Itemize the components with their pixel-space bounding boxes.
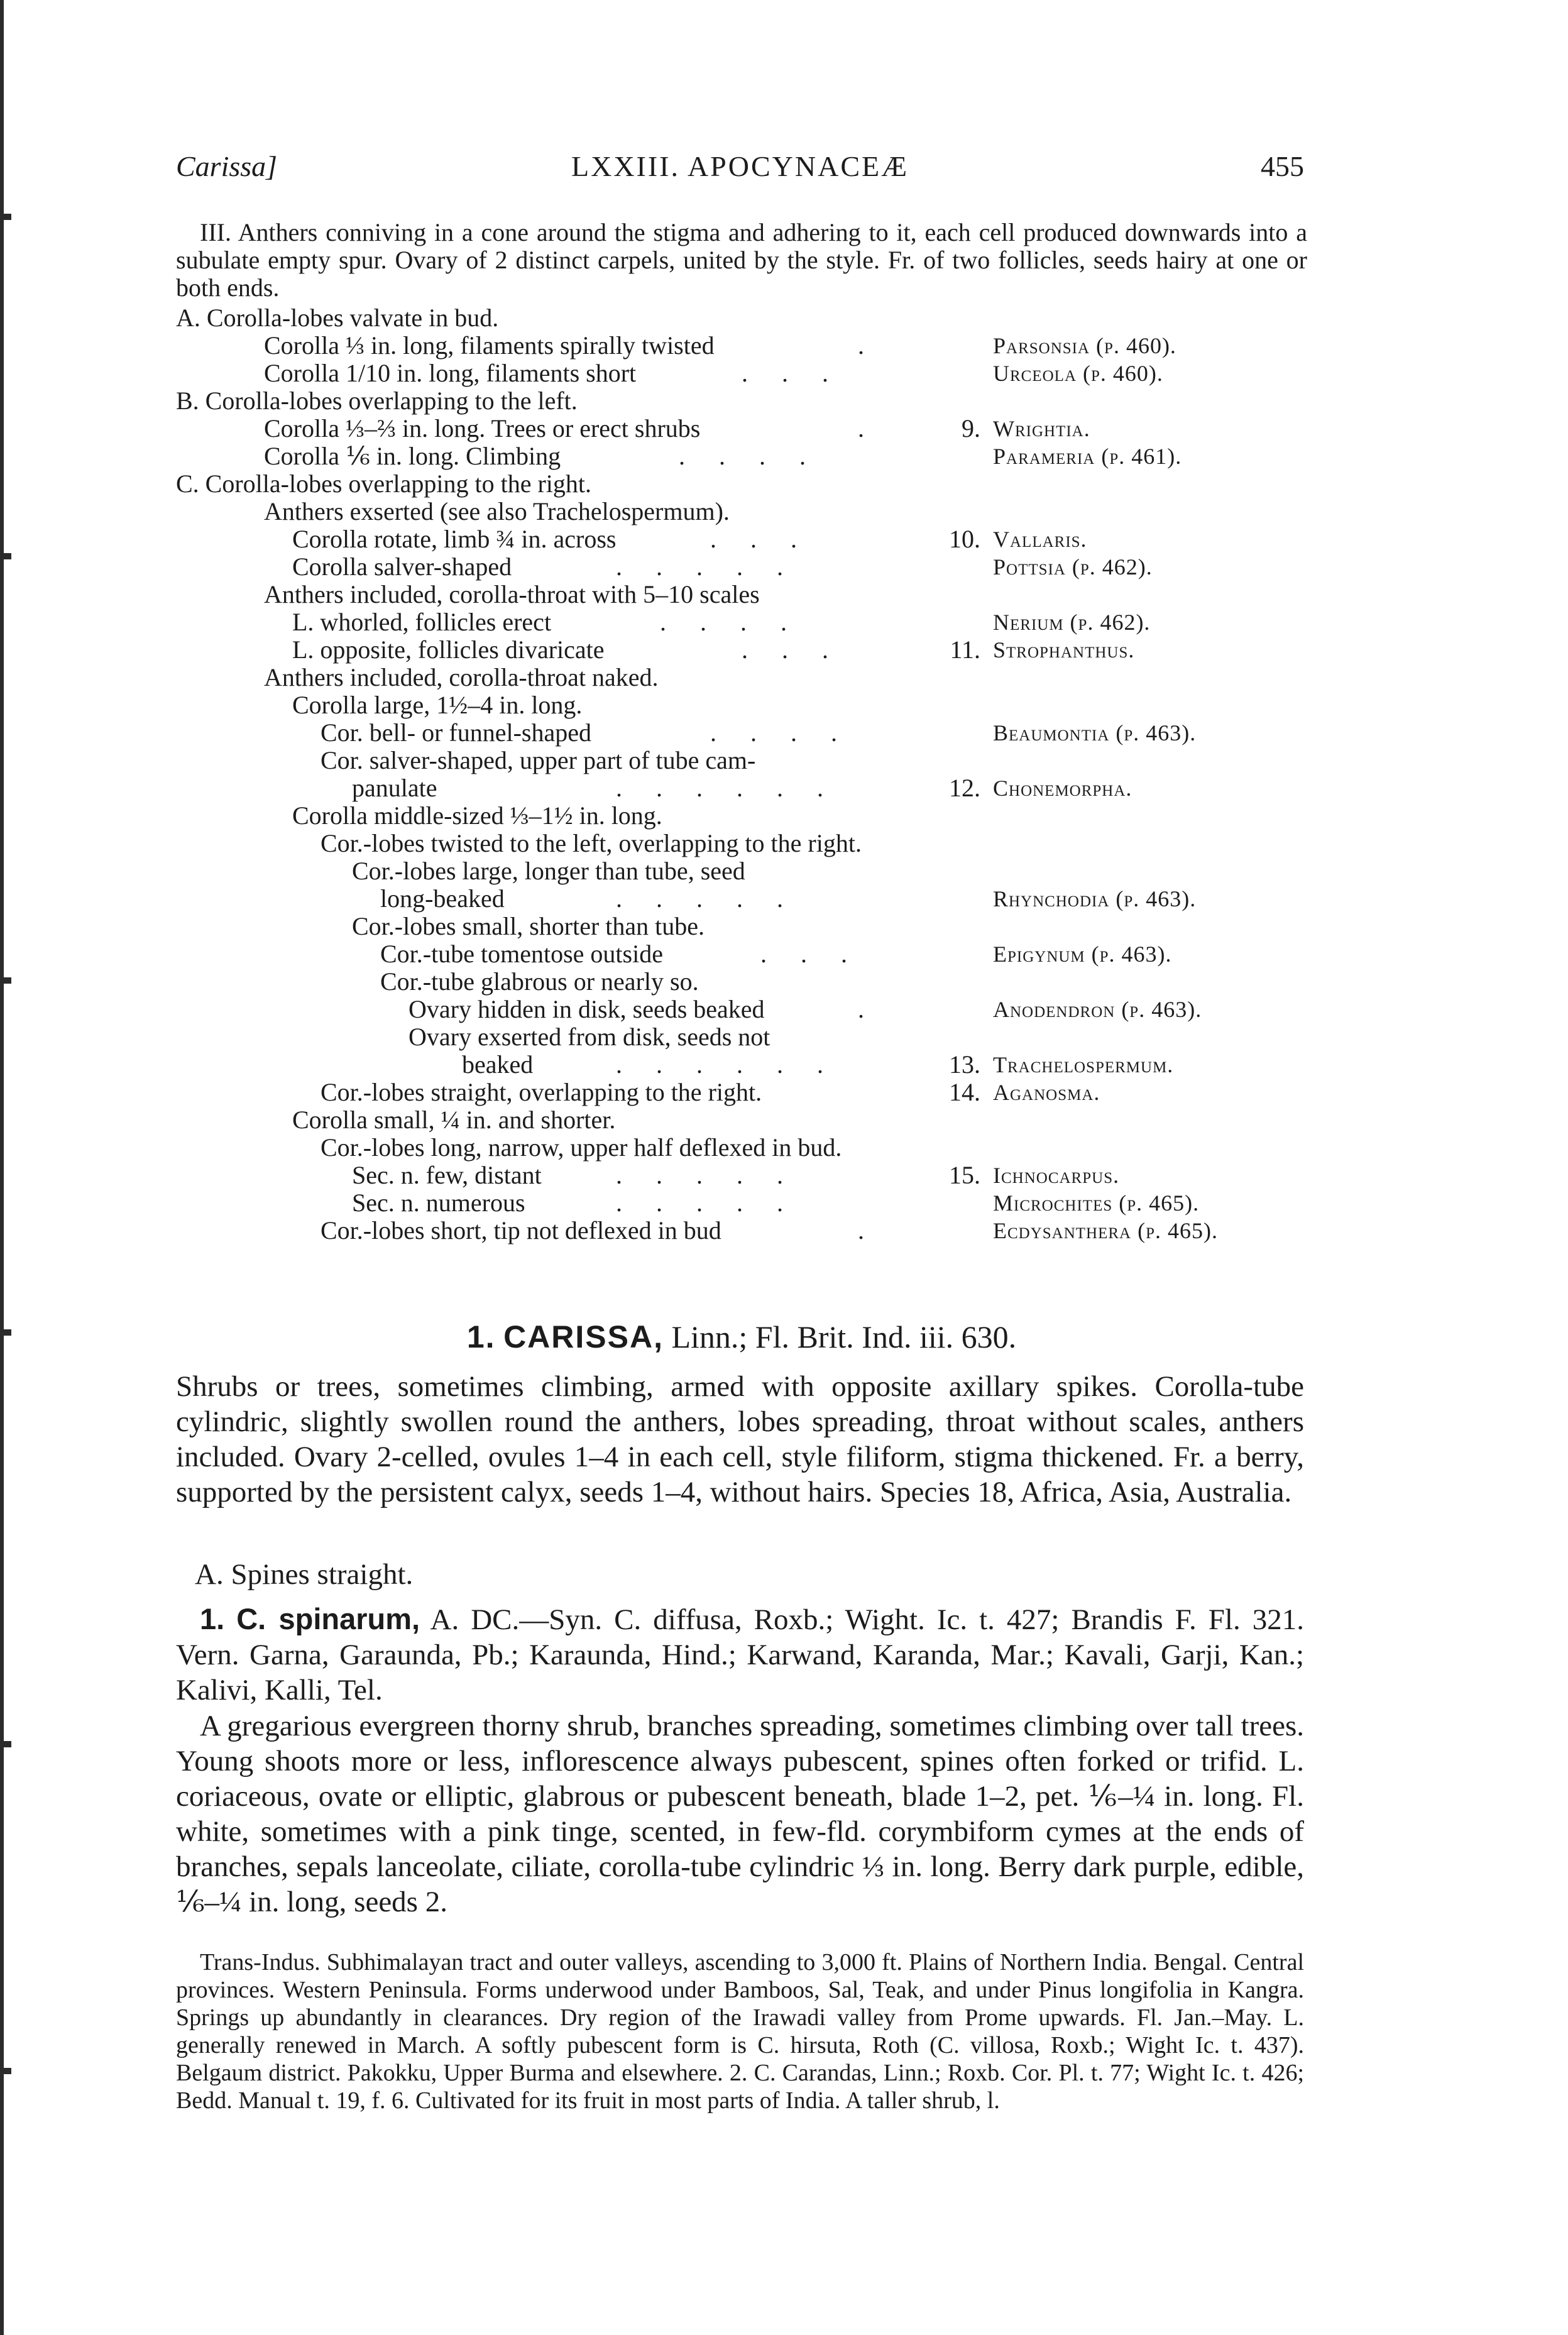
key-text: B. Corolla-lobes overlapping to the left. bbox=[176, 387, 578, 415]
key-leader-dots: . . . . . . bbox=[616, 774, 837, 802]
key-leader-dots: . . . . . bbox=[616, 884, 797, 913]
key-row bbox=[176, 360, 1307, 387]
edge-mark bbox=[0, 977, 11, 984]
key-leader-dots: . . . . . bbox=[616, 1161, 797, 1189]
key-row bbox=[176, 774, 1307, 802]
key-row bbox=[176, 664, 1307, 691]
key-text: Corolla middle-sized ⅓–1½ in. long. bbox=[292, 801, 662, 830]
key-genus-result: Rhynchodia (p. 463). bbox=[993, 886, 1197, 911]
key-leader-dots: . bbox=[858, 414, 878, 442]
key-genus-number: 11. bbox=[950, 635, 980, 664]
key-row bbox=[176, 940, 1307, 968]
key-text: Corolla ⅓–⅔ in. long. Trees or erect shrubs bbox=[264, 414, 701, 442]
key-row bbox=[176, 857, 1307, 885]
key-leader-dots: . . . . bbox=[679, 442, 820, 470]
key-text: Cor. salver-shaped, upper part of tube cam- bbox=[321, 746, 756, 774]
key-row bbox=[176, 1051, 1307, 1079]
key-text: panulate bbox=[352, 774, 437, 802]
key-genus-result: Anodendron (p. 463). bbox=[993, 997, 1202, 1022]
key-leader-dots: . . . bbox=[710, 525, 811, 553]
key-text: Cor.-lobes large, longer than tube, seed bbox=[352, 857, 745, 885]
edge-mark bbox=[0, 1741, 11, 1747]
genus-description: Shrubs or trees, sometimes climbing, armed with opposite axillary spikes. Corolla-tube cylindric, slightly swollen round the anthers, lobes spreading, throat without scales, anthers included. Ovary 2-celled, ovules 1–4 in each cell, style filiform, stigma thickened. Fr. a berry, supported by the persistent calyx, seeds 1–4, without hairs. Species 18, Africa, Asia, Australia. bbox=[176, 1370, 1304, 1508]
key-genus-result: Nerium (p. 462). bbox=[993, 610, 1151, 635]
key-row bbox=[176, 581, 1307, 608]
species-name: C. spinarum, bbox=[236, 1602, 420, 1635]
species-description: A gregarious evergreen thorny shrub, branches spreading, sometimes climbing over tall trees. Young shoots more or less, inflorescence always pubescent, spines often forked or trifid. L. coriaceous, ovate or elliptic, glabrous or pubescent beneath, blade 1–2, pet. ⅙–¼ in. long. Fl. white, sometimes with a pink tinge, scented, in few-fld. corymbiform cymes at the ends of branches, sepals lanceolate, ciliate, corolla-tube cylindric ⅓ in. long. Berry dark purple, edible, ⅙–¼ in. long, seeds 2. bbox=[176, 1710, 1304, 1918]
key-text: Corolla salver-shaped bbox=[292, 552, 512, 581]
key-genus-result: Pottsia (p. 462). bbox=[993, 554, 1153, 580]
key-genus-result: Microchites (p. 465). bbox=[993, 1190, 1200, 1216]
key-leader-dots: . bbox=[858, 331, 878, 360]
key-row bbox=[176, 525, 1307, 553]
key-text: C. Corolla-lobes overlapping to the right. bbox=[176, 470, 591, 498]
key-row bbox=[176, 553, 1307, 581]
key-genus-number: 13. bbox=[949, 1050, 980, 1079]
genus-number: 1. bbox=[466, 1319, 496, 1354]
key-genus-number: 9. bbox=[962, 414, 980, 442]
key-leader-dots: . . . bbox=[742, 635, 842, 664]
key-text: Sec. n. numerous bbox=[352, 1189, 525, 1217]
key-text: A. Corolla-lobes valvate in bud. bbox=[176, 304, 499, 332]
key-genus-result: Wrightia. bbox=[993, 416, 1090, 441]
key-genus-result: Beaumontia (p. 463). bbox=[993, 720, 1197, 745]
key-genus-number: 12. bbox=[949, 774, 980, 802]
key-row bbox=[176, 1217, 1307, 1244]
key-genus-result: Ecdysanthera (p. 465). bbox=[993, 1218, 1218, 1243]
species-distribution: Trans-Indus. Subhimalayan tract and outer valleys, ascending to 3,000 ft. Plains of Northern India. Bengal. Central provinces. Western Peninsula. Forms underwood under Bamboos, Sal, Teak, and under Pinus longifolia in Kangra. Springs up abundantly in clearances. Dry region of the Irawadi valley from Prome upwards. Fl. Jan.–May. L. generally renewed in March. A softly pubescent form is C. hirsuta, Roth (C. villosa, Roxb.; Wight Ic. t. 437). Belgaum district. Pakokku, Upper Burma and elsewhere. 2. C. Carandas, Linn.; Roxb. Cor. Pl. t. 77; Wight Ic. t. 426; Bedd. Manual t. 19, f. 6. Cultivated for its fruit in most parts of India. A taller shrub, l. bbox=[176, 1949, 1304, 2114]
key-genus-number: 14. bbox=[949, 1078, 980, 1106]
key-genus-result: Parameria (p. 461). bbox=[993, 444, 1182, 469]
key-text: Anthers included, corolla-throat naked. bbox=[264, 663, 659, 691]
key-leader-dots: . . . bbox=[742, 359, 842, 387]
key-text: Cor.-lobes long, narrow, upper half deflexed in bud. bbox=[321, 1133, 842, 1162]
key-rows bbox=[176, 304, 1307, 1244]
key-text: Anthers included, corolla-throat with 5–10 scales bbox=[264, 580, 760, 608]
key-leader-dots: . bbox=[858, 1216, 878, 1244]
key-genus-number: 15. bbox=[949, 1161, 980, 1189]
key-leader-dots: . . . . bbox=[660, 608, 801, 636]
key-intro: III. Anthers conniving in a cone around the stigma and adhering to it, each cell produced downwards into a subulate empty spur. Ovary of 2 distinct carpels, united by the style. Fr. of two follicles, seeds hairy at one or both ends. bbox=[176, 218, 1307, 302]
key-text: Cor.-lobes twisted to the left, overlapping to the right. bbox=[321, 829, 862, 857]
key-row bbox=[176, 608, 1307, 636]
key-row bbox=[176, 1023, 1307, 1051]
running-head-left: Carissa] bbox=[176, 150, 278, 182]
key-text: Cor.-lobes straight, overlapping to the right. bbox=[321, 1078, 762, 1106]
key-text: Cor.-lobes short, tip not deflexed in bud bbox=[321, 1216, 721, 1244]
key-text: Corolla rotate, limb ¾ in. across bbox=[292, 525, 617, 553]
running-head-title: LXXIII. APOCYNACEÆ bbox=[571, 150, 909, 182]
edge-mark bbox=[0, 214, 11, 220]
species-number: 1. bbox=[200, 1602, 225, 1635]
key-text: Cor.-lobes small, shorter than tube. bbox=[352, 912, 705, 940]
key-row bbox=[176, 304, 1307, 332]
key-text: Cor.-tube glabrous or nearly so. bbox=[380, 967, 699, 996]
key-text: Corolla ⅓ in. long, filaments spirally twisted bbox=[264, 331, 715, 360]
key-row bbox=[176, 747, 1307, 774]
edge-mark bbox=[0, 1329, 11, 1336]
key-row bbox=[176, 387, 1307, 415]
key-leader-dots: . . . . . bbox=[616, 552, 797, 581]
key-text: Cor.-tube tomentose outside bbox=[380, 940, 663, 968]
key-text: L. opposite, follicles divaricate bbox=[292, 635, 605, 664]
key-text: Corolla small, ¼ in. and shorter. bbox=[292, 1106, 616, 1134]
key-text: Corolla large, 1½–4 in. long. bbox=[292, 691, 583, 719]
edge-mark bbox=[0, 553, 11, 559]
key-row bbox=[176, 470, 1307, 498]
key-leader-dots: . . . . . bbox=[616, 1189, 797, 1217]
key-row bbox=[176, 691, 1307, 719]
key-row bbox=[176, 1134, 1307, 1162]
edge-mark bbox=[0, 2068, 11, 2074]
key-text: Ovary hidden in disk, seeds beaked bbox=[408, 995, 765, 1023]
running-header bbox=[176, 150, 1304, 194]
key-row bbox=[176, 498, 1307, 525]
key-genus-result: Parsonsia (p. 460). bbox=[993, 333, 1176, 358]
key-genus-result: Epigynum (p. 463). bbox=[993, 942, 1172, 967]
genus-authority: Linn.; Fl. Brit. Ind. iii. 630. bbox=[671, 1319, 1017, 1354]
page-edge bbox=[0, 0, 4, 2335]
key-row bbox=[176, 913, 1307, 940]
key-row bbox=[176, 830, 1307, 857]
key-leader-dots: . bbox=[858, 995, 878, 1023]
key-row bbox=[176, 332, 1307, 360]
key-genus-result: Urceola (p. 460). bbox=[993, 361, 1163, 386]
key-row bbox=[176, 1079, 1307, 1106]
key-leader-dots: . . . bbox=[760, 940, 861, 968]
key-row bbox=[176, 1162, 1307, 1189]
key-text: Ovary exserted from disk, seeds not bbox=[408, 1023, 770, 1051]
key-row bbox=[176, 802, 1307, 830]
key-row bbox=[176, 1189, 1307, 1217]
key-text: long-beaked bbox=[380, 884, 505, 913]
key-row bbox=[176, 636, 1307, 664]
key-text: Cor. bell- or funnel-shaped bbox=[321, 718, 591, 747]
key-row bbox=[176, 415, 1307, 442]
key-row bbox=[176, 1106, 1307, 1134]
key-text: L. whorled, follicles erect bbox=[292, 608, 552, 636]
key-genus-result: Aganosma. bbox=[993, 1080, 1100, 1105]
key-row bbox=[176, 442, 1307, 470]
page-number: 455 bbox=[1261, 150, 1304, 182]
key-text: Corolla 1/10 in. long, filaments short bbox=[264, 359, 637, 387]
key-leader-dots: . . . . . . bbox=[616, 1050, 837, 1079]
key-text: Sec. n. few, distant bbox=[352, 1161, 542, 1189]
key-genus-number: 10. bbox=[949, 525, 980, 553]
key-row bbox=[176, 968, 1307, 996]
genus-name: CARISSA, bbox=[503, 1319, 664, 1354]
key-genus-result: Vallaris. bbox=[993, 527, 1087, 552]
species-entry bbox=[176, 1602, 1304, 1708]
key-leader-dots: . . . . bbox=[710, 718, 851, 747]
subgroup-heading: A. Spines straight. bbox=[195, 1558, 414, 1591]
key-text: Anthers exserted (see also Trachelospermum). bbox=[264, 497, 730, 525]
genus-heading bbox=[176, 1319, 1307, 1355]
key-genus-result: Ichnocarpus. bbox=[993, 1163, 1120, 1188]
key-text: Corolla ⅙ in. long. Climbing bbox=[264, 442, 561, 470]
key-genus-result: Strophanthus. bbox=[993, 637, 1135, 662]
key-row bbox=[176, 996, 1307, 1023]
key-row bbox=[176, 885, 1307, 913]
genus-key bbox=[176, 219, 1307, 1244]
key-text: beaked bbox=[462, 1050, 534, 1079]
key-row bbox=[176, 719, 1307, 747]
key-genus-result: Chonemorpha. bbox=[993, 776, 1132, 801]
species-synonymy: A. DC.—Syn. C. diffusa, Roxb.; Wight. Ic. t. 427; Brandis F. Fl. 321. Vern. Garna, Garaunda, Pb.; Karaunda, Hind.; Karwand, Karanda, Mar.; Kavali, Garji, Kan.; Kalivi, Kalli, Tel. bbox=[176, 1603, 1304, 1706]
key-genus-result: Trachelospermum. bbox=[993, 1052, 1174, 1077]
